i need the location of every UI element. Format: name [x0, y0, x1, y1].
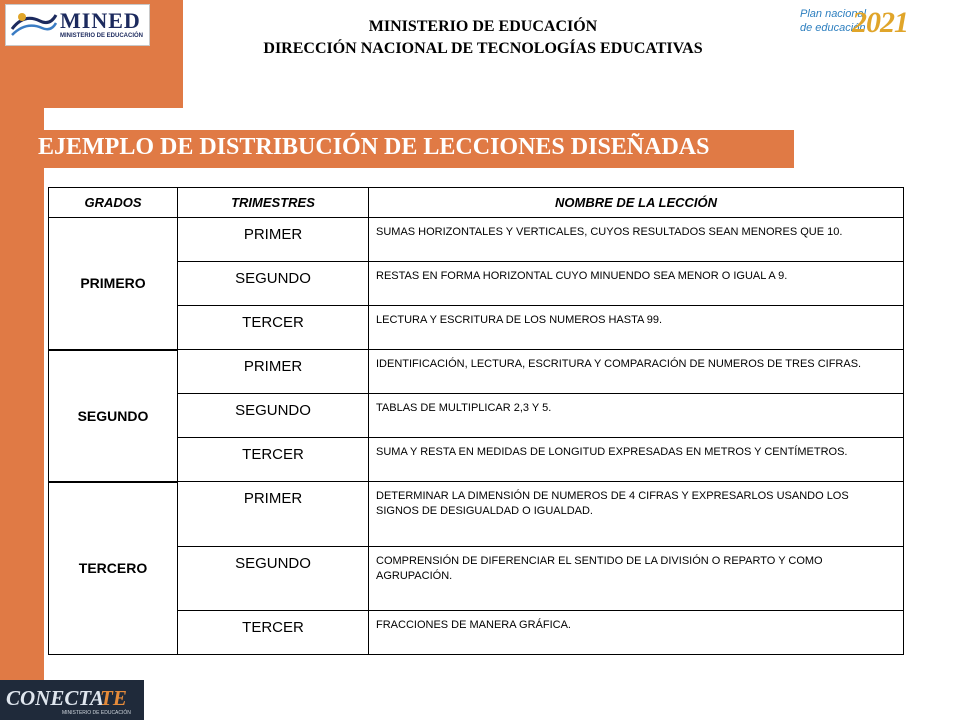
- term-cell: TERCER: [178, 306, 369, 350]
- mined-logo-subtext: MINISTERIO DE EDUCACIÓN: [60, 33, 144, 39]
- lesson-cell: SUMAS HORIZONTALES Y VERTICALES, CUYOS RESULTADOS SEAN MENORES QUE 10.: [369, 218, 904, 262]
- conectate-logo: [0, 680, 144, 720]
- conectate-logo-suffix: TE: [100, 686, 127, 710]
- table-row: [49, 394, 904, 438]
- directorate-heading: DIRECCIÓN NACIONAL DE TECNOLOGÍAS EDUCATIVAS: [263, 40, 703, 57]
- lesson-cell: SUMA Y RESTA EN MEDIDAS DE LONGITUD EXPRESADAS EN METROS Y CENTÍMETROS.: [369, 438, 904, 482]
- lesson-cell: COMPRENSIÓN DE DIFERENCIAR EL SENTIDO DE LA DIVISIÓN O REPARTO Y COMO AGRUPACIÓN.: [369, 546, 904, 610]
- mined-logo: [5, 4, 150, 46]
- table-row: [49, 262, 904, 306]
- table-row: [49, 350, 904, 394]
- slide-title: EJEMPLO DE DISTRIBUCIÓN DE LECCIONES DISEÑADAS: [38, 134, 710, 160]
- table-row: [49, 610, 904, 654]
- term-cell: SEGUNDO: [178, 546, 369, 610]
- lesson-cell: RESTAS EN FORMA HORIZONTAL CUYO MINUENDO SEA MENOR O IGUAL A 9.: [369, 262, 904, 306]
- table-row: [49, 306, 904, 350]
- grade-cell: SEGUNDO: [49, 350, 178, 482]
- header-nombre-leccion: NOMBRE DE LA LECCIÓN: [369, 188, 904, 218]
- ministry-heading: MINISTERIO DE EDUCACIÓN: [368, 18, 598, 35]
- lesson-cell: FRACCIONES DE MANERA GRÁFICA.: [369, 610, 904, 654]
- plan-logo-year: 2021: [852, 6, 908, 39]
- lessons-table: [48, 187, 904, 655]
- term-cell: PRIMER: [178, 218, 369, 262]
- conectate-logo-subtext: MINISTERIO DE EDUCACIÓN: [62, 710, 131, 716]
- conectate-logo-text: CONECTA: [6, 686, 105, 710]
- plan-nacional-logo: [800, 6, 955, 44]
- left-accent-bar: [0, 0, 44, 720]
- table-row: [49, 218, 904, 262]
- plan-logo-line2: de educación: [800, 22, 866, 34]
- term-cell: SEGUNDO: [178, 394, 369, 438]
- term-cell: PRIMER: [178, 482, 369, 546]
- lesson-cell: IDENTIFICACIÓN, LECTURA, ESCRITURA Y COMPARACIÓN DE NUMEROS DE TRES CIFRAS.: [369, 350, 904, 394]
- lesson-cell: DETERMINAR LA DIMENSIÓN DE NUMEROS DE 4 CIFRAS Y EXPRESARLOS USANDO LOS SIGNOS DE DESIGUALDAD O IGUALDAD.: [369, 482, 904, 546]
- table-header-row: [49, 188, 904, 218]
- table-row: [49, 482, 904, 546]
- lesson-cell: TABLAS DE MULTIPLICAR 2,3 Y 5.: [369, 394, 904, 438]
- lesson-cell: LECTURA Y ESCRITURA DE LOS NUMEROS HASTA 99.: [369, 306, 904, 350]
- table-row: [49, 546, 904, 610]
- term-cell: PRIMER: [178, 350, 369, 394]
- grade-cell: TERCERO: [49, 482, 178, 655]
- plan-logo-line1: Plan nacional: [800, 8, 867, 20]
- term-cell: TERCER: [178, 610, 369, 654]
- term-cell: SEGUNDO: [178, 262, 369, 306]
- grade-cell: PRIMERO: [49, 218, 178, 350]
- table-row: [49, 438, 904, 482]
- header-trimestres: TRIMESTRES: [178, 188, 369, 218]
- mined-logo-text: MINED: [60, 8, 141, 33]
- mined-emblem-icon: [10, 9, 58, 41]
- term-cell: TERCER: [178, 438, 369, 482]
- header-grados: GRADOS: [49, 188, 178, 218]
